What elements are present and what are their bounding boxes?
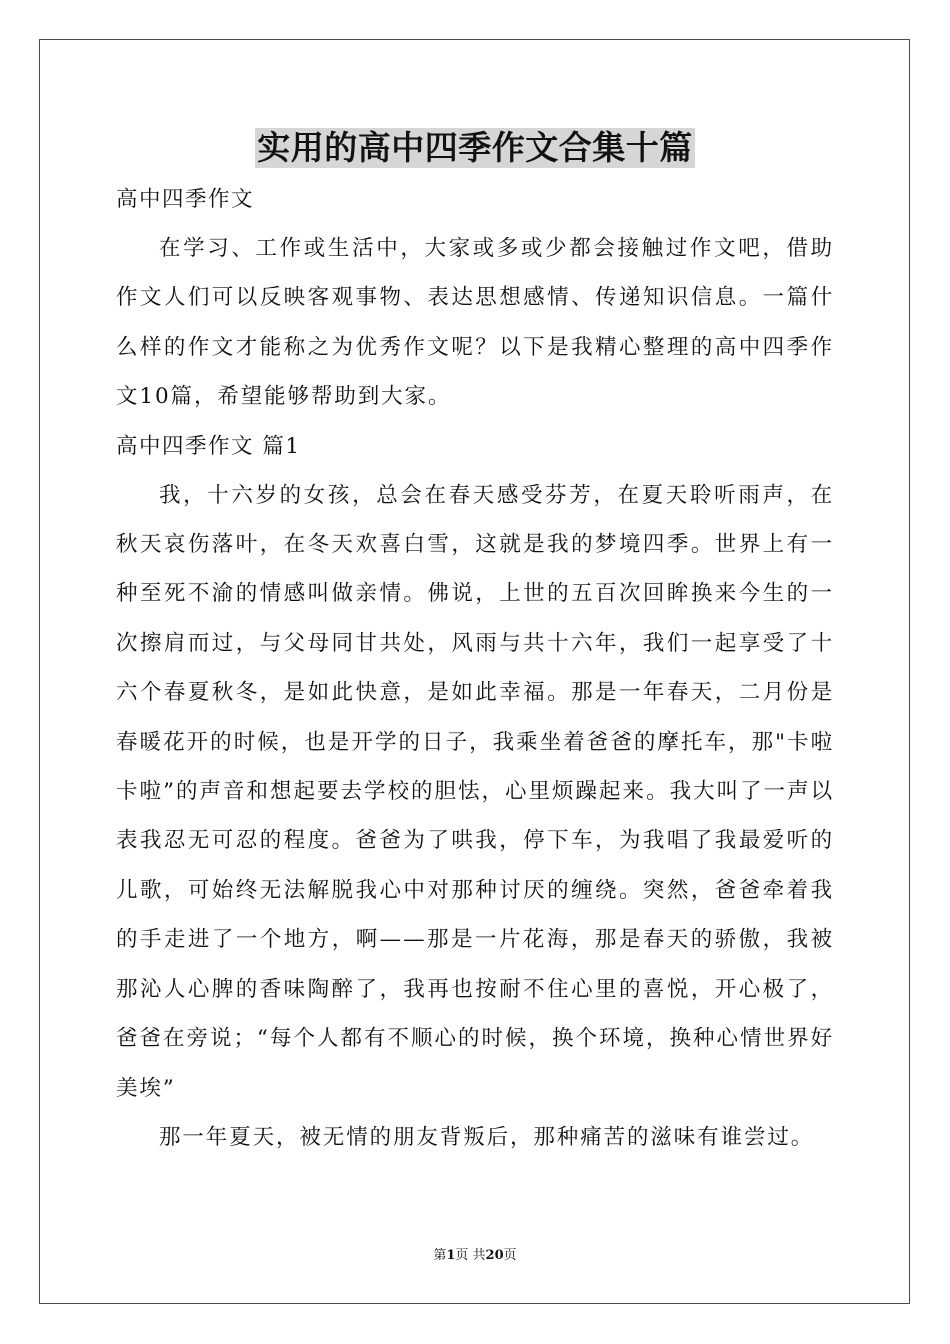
page-footer bbox=[0, 1247, 950, 1265]
footer-current-page: 1 bbox=[446, 1248, 456, 1263]
footer-prefix: 第 bbox=[433, 1248, 447, 1263]
footer-middle: 页 共 bbox=[455, 1248, 486, 1263]
section-heading: 高中四季作文 bbox=[116, 187, 255, 212]
document-title: 实用的高中四季作文合集十篇 bbox=[257, 128, 693, 167]
essay-paragraph-2: 那一年夏天，被无情的朋友背叛后，那种痛苦的滋味有谁尝过。 bbox=[159, 1124, 815, 1150]
footer-total-pages: 20 bbox=[485, 1248, 504, 1263]
essay-paragraph-1: 我，十六岁的女孩，总会在春天感受芬芳，在夏天聆听雨声，在秋天哀伤落叶，在冬天欢喜白雪，这就是我的梦境四季。世界上有一种至死不渝的情感叫做亲情。佛说，上世的五百次回眸换来今生的一次擦肩而过，与父母同甘共处，风雨与共十六年，我们一起享受了十六个春夏秋冬，是如此快意，是如此幸福。那是一年春天，二月份是春暖花开的时候，也是开学的日子，我乘坐着爸爸的摩托车，那"卡啦卡啦”的声音和想起要去学校的胆怯，心里烦躁起来。我大叫了一声以表我忍无可忍的程度。爸爸为了哄我，停下车，为我唱了我最爱听的儿歌，可始终无法解脱我心中对那种讨厌的缠绕。突然，爸爸牵着我的手走进了一个地方，啊——那是一片花海，那是春天的骄傲，我被那沁人心脾的香味陶醉了，我再也按耐不住心里的喜悦，开心极了，爸爸在旁说；“每个人都有不顺心的时候，换个环境，换种心情世界好美埃” bbox=[116, 482, 834, 1101]
document-body bbox=[116, 175, 834, 1162]
essay-heading: 高中四季作文 篇1 bbox=[116, 433, 301, 459]
title-container bbox=[0, 128, 950, 168]
intro-paragraph: 在学习、工作或生活中，大家或多或少都会接触过作文吧，借助作文人们可以反映客观事物、表达思想感情、传递知识信息。一篇什么样的作文才能称之为优秀作文呢？以下是我精心整理的高中四季作文10篇，希望能够帮助到大家。 bbox=[116, 236, 834, 410]
footer-suffix: 页 bbox=[503, 1248, 517, 1263]
